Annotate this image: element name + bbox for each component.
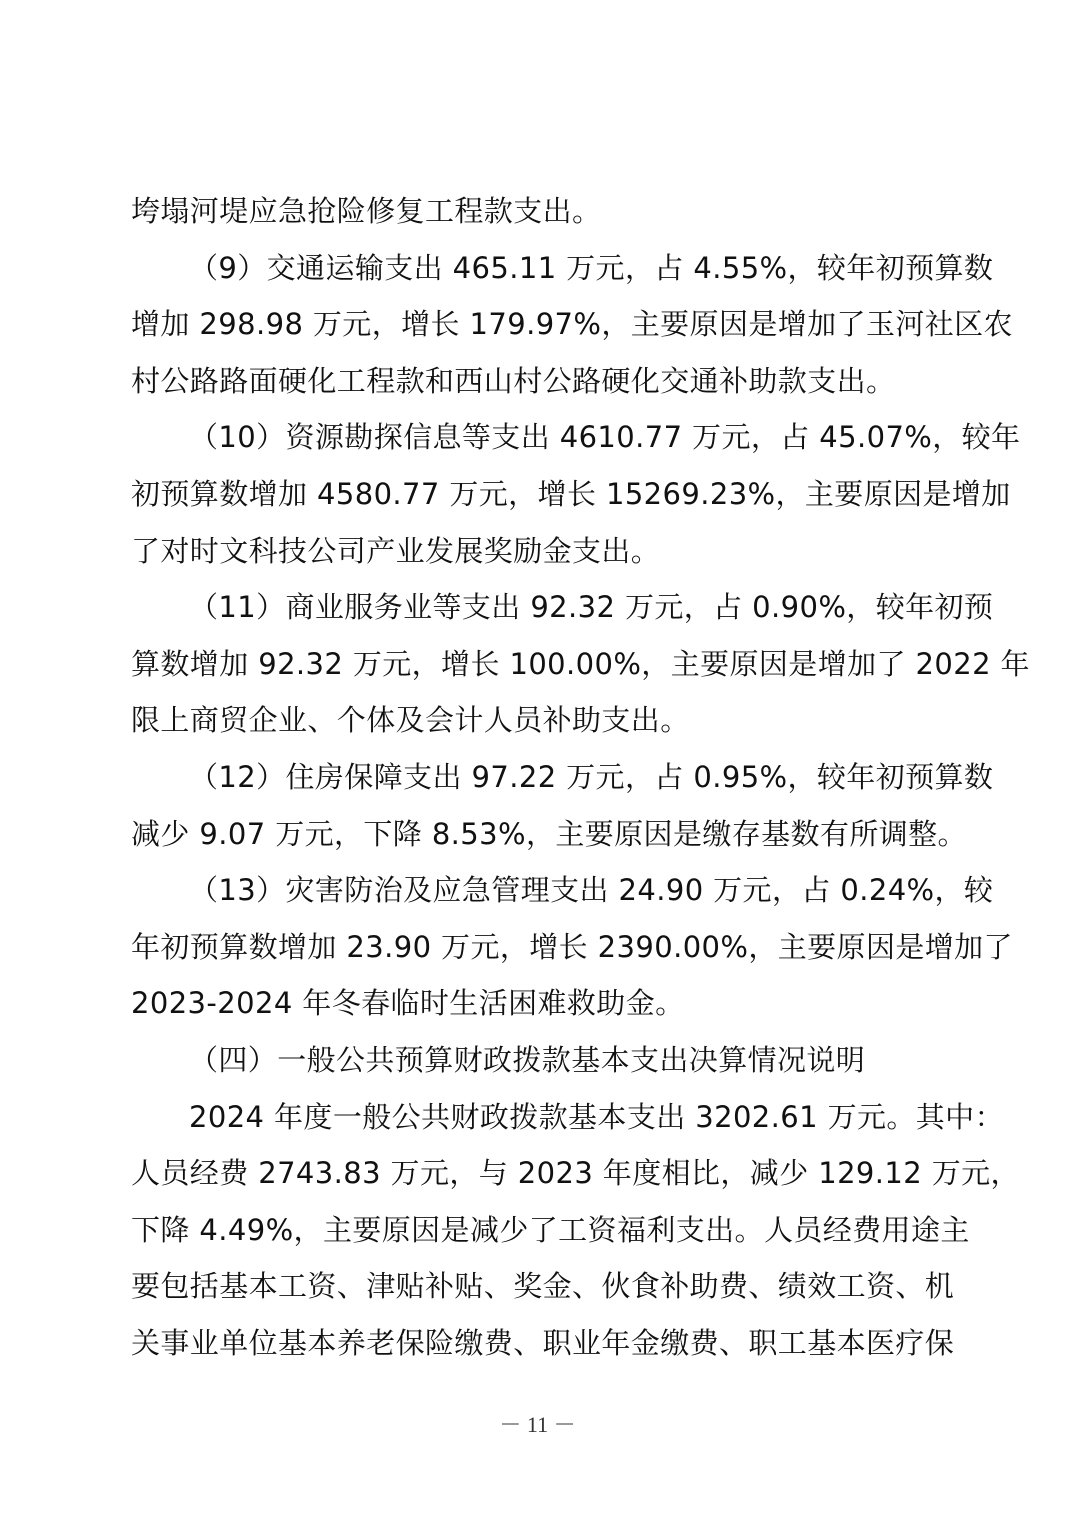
text-line: 增加 298.98 万元，增长 179.97%，主要原因是增加了玉河社区农 [131, 307, 1013, 342]
text-line: 要包括基本工资、津贴补贴、奖金、伙食补助费、绩效工资、机 [131, 1269, 955, 1304]
text-line: 下降 4.49%，主要原因是减少了工资福利支出。人员经费用途主 [131, 1212, 970, 1247]
text-line: 2024 年度一般公共财政拨款基本支出 3202.61 万元。其中： [189, 1099, 1004, 1134]
text-line: （13）灾害防治及应急管理支出 24.90 万元，占 0.24%，较 [189, 873, 994, 908]
page-number: － 11 － [499, 1412, 576, 1437]
text-line: （9）交通运输支出 465.11 万元，占 4.55%，较年初预算数 [189, 250, 994, 285]
section-heading: （四）一般公共预算财政拨款基本支出决算情况说明 [189, 1042, 866, 1077]
text-line: 2023-2024 年冬春临时生活困难救助金。 [131, 986, 685, 1021]
text-line: （10）资源勘探信息等支出 4610.77 万元，占 45.07%，较年 [189, 420, 1021, 455]
text-line: 了对时文科技公司产业发展奖励金支出。 [131, 533, 661, 568]
text-line: （12）住房保障支出 97.22 万元，占 0.95%，较年初预算数 [189, 759, 994, 794]
text-line: 垮塌河堤应急抢险修复工程款支出。 [131, 194, 602, 228]
text-line: 村公路路面硬化工程款和西山村公路硬化交通补助款支出。 [131, 363, 896, 398]
text-line: 算数增加 92.32 万元，增长 100.00%，主要原因是增加了 2022 年 [131, 646, 1030, 681]
text-line: （11）商业服务业等支出 92.32 万元，占 0.90%，较年初预 [189, 590, 994, 625]
text-line: 初预算数增加 4580.77 万元，增长 15269.23%，主要原因是增加 [131, 476, 1011, 511]
text-line: 年初预算数增加 23.90 万元，增长 2390.00%，主要原因是增加了 [131, 929, 1013, 964]
text-line: 人员经费 2743.83 万元，与 2023 年度相比，减少 129.12 万元， [131, 1156, 1020, 1191]
text-line: 关事业单位基本养老保险缴费、职业年金缴费、职工基本医疗保 [131, 1325, 955, 1360]
text-line: 减少 9.07 万元，下降 8.53%，主要原因是缴存基数有所调整。 [131, 816, 967, 851]
body-text [131, 183, 1030, 1371]
text-line: 限上商贸企业、个体及会计人员补助支出。 [131, 703, 690, 738]
